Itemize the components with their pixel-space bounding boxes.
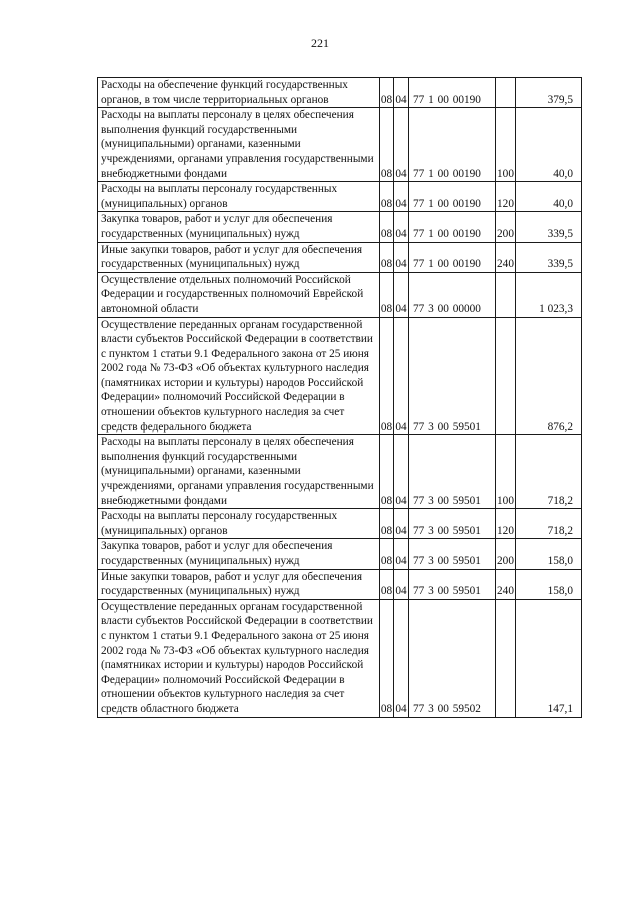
row-subsection: 04 [394,435,409,509]
table-row [98,317,582,435]
row-section: 08 [380,212,394,242]
table-row [98,509,582,539]
row-amount: 1 023,3 [516,272,582,317]
row-expense-type: 200 [496,212,516,242]
row-target-article: 77 1 00 00190 [409,212,496,242]
table-row [98,182,582,212]
row-amount: 147,1 [516,599,582,717]
row-amount: 339,5 [516,212,582,242]
row-subsection: 04 [394,272,409,317]
budget-table-body [98,78,582,718]
row-section: 08 [380,435,394,509]
row-name: Закупка товаров, работ и услуг для обеспечения государственных (муниципальных) нужд [98,212,380,242]
row-expense-type: 120 [496,182,516,212]
row-subsection: 04 [394,569,409,599]
row-target-article: 77 3 00 59501 [409,435,496,509]
row-name: Расходы на выплаты персоналу в целях обеспечения выполнения функций государственными (муниципальными) органами, казенными учреждениями, органами управления государственными внебюджетными фондами [98,435,380,509]
row-expense-type: 240 [496,242,516,272]
table-row [98,212,582,242]
row-section: 08 [380,539,394,569]
table-row [98,242,582,272]
row-subsection: 04 [394,242,409,272]
row-subsection: 04 [394,599,409,717]
row-amount: 158,0 [516,539,582,569]
row-section: 08 [380,182,394,212]
table-row [98,539,582,569]
row-amount: 718,2 [516,435,582,509]
row-subsection: 04 [394,509,409,539]
row-amount: 876,2 [516,317,582,435]
row-expense-type [496,272,516,317]
row-expense-type: 200 [496,539,516,569]
row-name: Расходы на выплаты персоналу в целях обеспечения выполнения функций государственными (муниципальными) органами, казенными учреждениями, органами управления государственными внебюджетными фондами [98,108,380,182]
row-subsection: 04 [394,78,409,108]
row-subsection: 04 [394,182,409,212]
table-row [98,272,582,317]
row-amount: 718,2 [516,509,582,539]
row-expense-type: 240 [496,569,516,599]
row-section: 08 [380,108,394,182]
row-name: Расходы на обеспечение функций государственных органов, в том числе территориальных органов [98,78,380,108]
row-section: 08 [380,509,394,539]
row-amount: 40,0 [516,182,582,212]
row-expense-type: 100 [496,435,516,509]
row-section: 08 [380,78,394,108]
row-amount: 339,5 [516,242,582,272]
row-target-article: 77 3 00 59501 [409,539,496,569]
row-target-article: 77 1 00 00190 [409,108,496,182]
row-name: Иные закупки товаров, работ и услуг для обеспечения государственных (муниципальных) нужд [98,242,380,272]
row-target-article: 77 1 00 00190 [409,182,496,212]
table-row [98,78,582,108]
table-row [98,108,582,182]
page-number: 221 [311,36,329,50]
row-subsection: 04 [394,539,409,569]
row-expense-type [496,599,516,717]
row-expense-type [496,317,516,435]
table-row [98,599,582,717]
row-subsection: 04 [394,108,409,182]
row-expense-type [496,78,516,108]
row-name: Осуществление переданных органам государственной власти субъектов Российской Федерации в соответствии с пунктом 1 статьи 9.1 Федерального закона от 25 июня 2002 года № 73-ФЗ «Об объектах культурного наследия (памятниках истории и культуры) народов Российской Федерации» полномочий Российской Федерации в отношении объектов культурного наследия за счет средств областного бюджета [98,599,380,717]
row-target-article: 77 3 00 59502 [409,599,496,717]
row-name: Расходы на выплаты персоналу государственных (муниципальных) органов [98,509,380,539]
row-name: Закупка товаров, работ и услуг для обеспечения государственных (муниципальных) нужд [98,539,380,569]
row-name: Иные закупки товаров, работ и услуг для обеспечения государственных (муниципальных) нужд [98,569,380,599]
row-section: 08 [380,599,394,717]
table-row [98,569,582,599]
budget-table [97,77,582,718]
row-target-article: 77 3 00 00000 [409,272,496,317]
table-row [98,435,582,509]
row-subsection: 04 [394,212,409,242]
row-expense-type: 100 [496,108,516,182]
row-target-article: 77 1 00 00190 [409,242,496,272]
row-name: Расходы на выплаты персоналу государственных (муниципальных) органов [98,182,380,212]
row-name: Осуществление отдельных полномочий Российской Федерации и государственных полномочий Еврейской автономной области [98,272,380,317]
row-target-article: 77 3 00 59501 [409,509,496,539]
row-section: 08 [380,317,394,435]
row-target-article: 77 3 00 59501 [409,569,496,599]
row-target-article: 77 3 00 59501 [409,317,496,435]
row-amount: 379,5 [516,78,582,108]
row-name: Осуществление переданных органам государственной власти субъектов Российской Федерации в соответствии с пунктом 1 статьи 9.1 Федерального закона от 25 июня 2002 года № 73-ФЗ «Об объектах культурного наследия (памятниках истории и культуры) народов Российской Федерации» полномочий Российской Федерации в отношении объектов культурного наследия за счет средств федерального бюджета [98,317,380,435]
row-section: 08 [380,272,394,317]
row-section: 08 [380,569,394,599]
row-amount: 40,0 [516,108,582,182]
row-target-article: 77 1 00 00190 [409,78,496,108]
row-section: 08 [380,242,394,272]
row-subsection: 04 [394,317,409,435]
row-expense-type: 120 [496,509,516,539]
row-amount: 158,0 [516,569,582,599]
